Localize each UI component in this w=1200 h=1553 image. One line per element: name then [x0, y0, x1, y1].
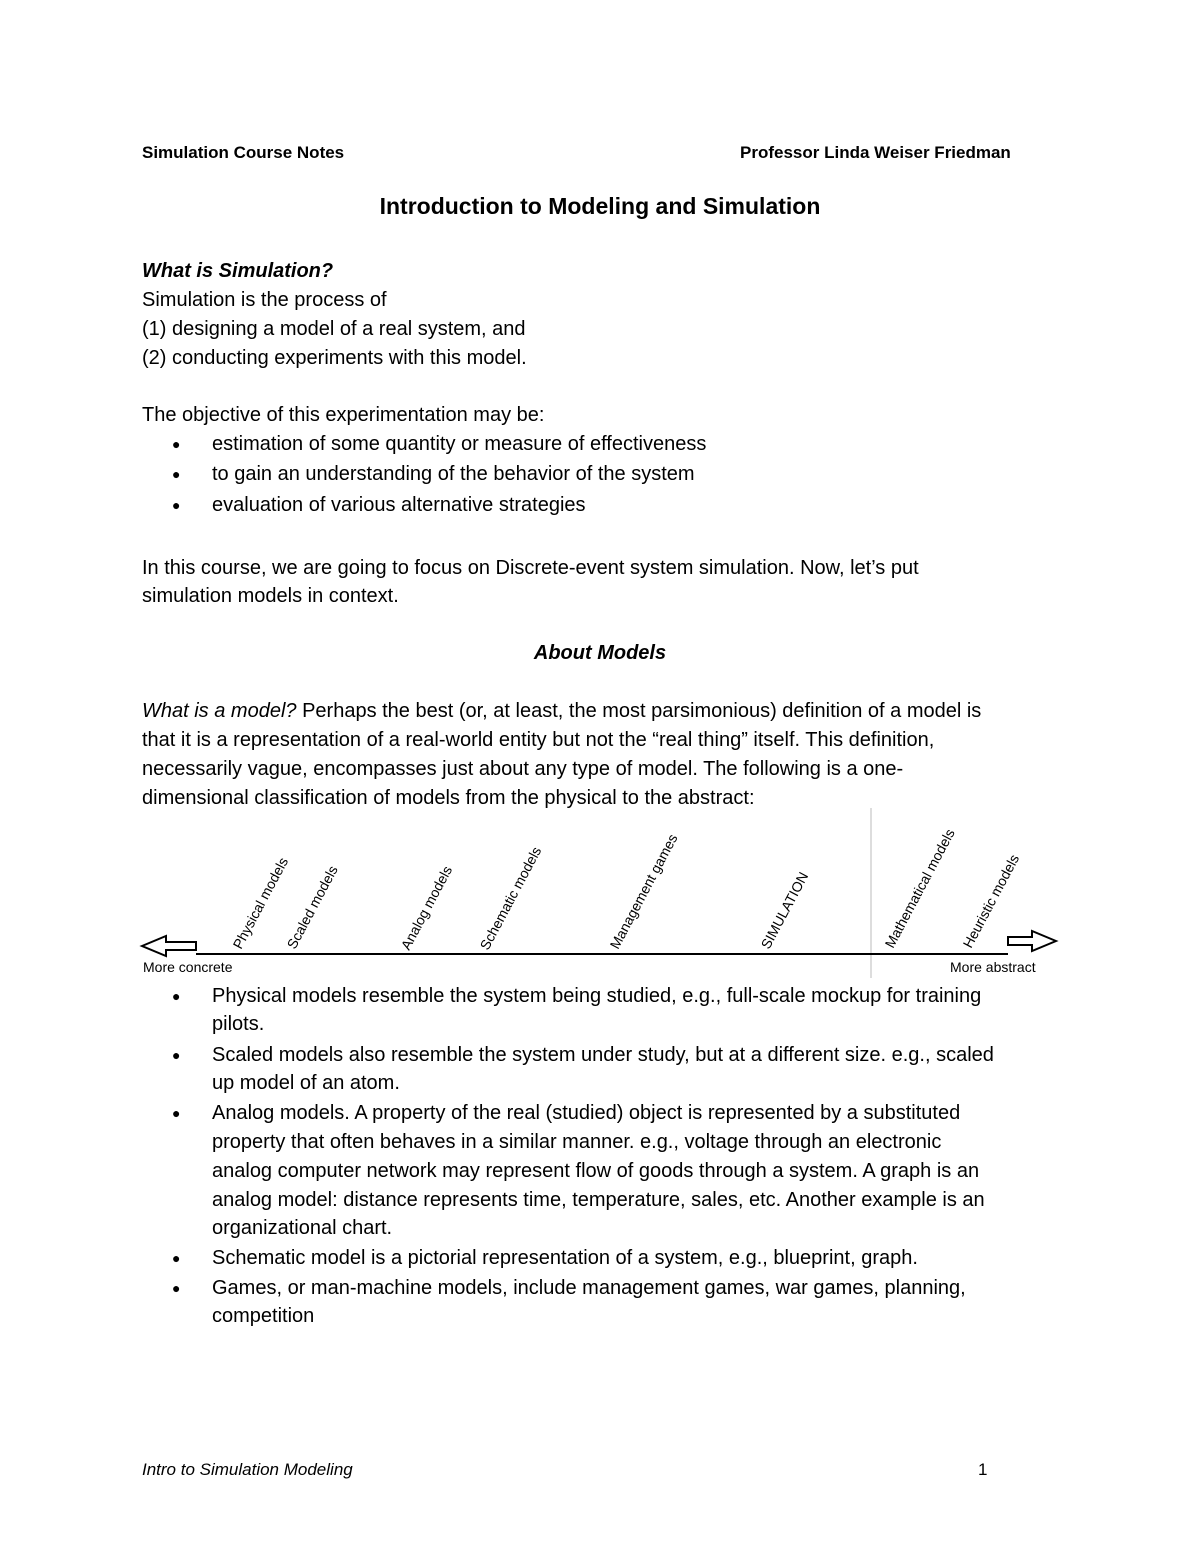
header-left: Simulation Course Notes	[142, 143, 345, 162]
description-line: Physical models resemble the system being studied, e.g., full-scale mockup for training	[212, 985, 982, 1007]
description-line: property that often behaves in a similar manner. e.g., voltage through an electronic	[212, 1131, 942, 1153]
more-concrete-label: More concrete	[143, 959, 233, 975]
bullet-icon: ●	[172, 1047, 181, 1063]
header-right: Professor Linda Weiser Friedman	[740, 143, 1011, 162]
bullet-icon: ●	[172, 466, 181, 482]
paragraph-line: (1) designing a model of a real system, and	[142, 318, 526, 340]
description-line: Schematic model is a pictorial representation of a system, e.g., blueprint, graph.	[212, 1247, 918, 1269]
paragraph-line: simulation models in context.	[142, 585, 399, 607]
bullet-icon: ●	[172, 988, 181, 1004]
paragraph-text: Perhaps the best (or, at least, the most parsimonious) definition of a model is	[296, 700, 982, 722]
label-analog-models: Analog models	[397, 863, 456, 953]
description-line: Analog models. A property of the real (studied) object is represented by a substituted	[212, 1102, 961, 1124]
page-title: Introduction to Modeling and Simulation	[379, 193, 821, 219]
model-question: What is a model?	[142, 700, 297, 722]
description-line: Scaled models also resemble the system under study, but at a different size. e.g., scaled	[212, 1044, 994, 1066]
paragraph-line: In this course, we are going to focus on Discrete-event system simulation. Now, let’s put	[142, 557, 919, 579]
classification-svg	[0, 800, 1200, 985]
bullet-icon: ●	[172, 1280, 181, 1296]
description-line: pilots.	[212, 1013, 265, 1035]
label-simulation: SIMULATION	[757, 869, 812, 952]
section-heading-simulation: What is Simulation?	[142, 260, 334, 282]
label-physical-models: Physical models	[229, 854, 292, 952]
bullet-icon: ●	[172, 497, 181, 513]
description-line: organizational chart.	[212, 1217, 393, 1239]
label-management-games: Management games	[606, 831, 681, 952]
right-arrow-icon	[1008, 931, 1056, 951]
bullet-icon: ●	[172, 436, 181, 452]
paragraph-line: that it is a representation of a real-world entity but not the “real thing” itself. This definition,	[142, 729, 935, 751]
paragraph-line: (2) conducting experiments with this model.	[142, 347, 527, 369]
page-number: 1	[978, 1460, 988, 1479]
paragraph-line	[142, 697, 981, 725]
model-classification-diagram	[0, 800, 1200, 985]
label-scaled-models: Scaled models	[283, 862, 341, 952]
more-abstract-label: More abstract	[950, 959, 1036, 975]
section-heading-about-models: About Models	[533, 642, 667, 664]
paragraph-line: dimensional classification of models from the physical to the abstract:	[142, 787, 755, 809]
description-line: analog computer network may represent flow of goods through a system. A graph is an	[212, 1160, 980, 1182]
description-line: up model of an atom.	[212, 1072, 400, 1094]
label-schematic-models: Schematic models	[476, 843, 545, 953]
bullet-icon: ●	[172, 1250, 181, 1266]
label-heuristic-models: Heuristic models	[959, 851, 1023, 951]
objective-item: evaluation of various alternative strategies	[212, 494, 586, 516]
description-line: analog model: distance represents time, temperature, sales, etc. Another example is an	[212, 1189, 985, 1211]
objective-intro: The objective of this experimentation may be:	[142, 404, 545, 426]
paragraph-line: necessarily vague, encompasses just about any type of model. The following is a one-	[142, 758, 904, 780]
objective-item: to gain an understanding of the behavior of the system	[212, 463, 695, 485]
description-line: competition	[212, 1305, 315, 1327]
description-line: Games, or man-machine models, include management games, war games, planning,	[212, 1277, 966, 1299]
paragraph-line: Simulation is the process of	[142, 289, 387, 311]
objective-item: estimation of some quantity or measure of effectiveness	[212, 433, 707, 455]
label-mathematical-models: Mathematical models	[881, 826, 958, 951]
footer-left: Intro to Simulation Modeling	[142, 1460, 353, 1479]
bullet-icon: ●	[172, 1105, 181, 1121]
left-arrow-icon	[142, 936, 196, 956]
